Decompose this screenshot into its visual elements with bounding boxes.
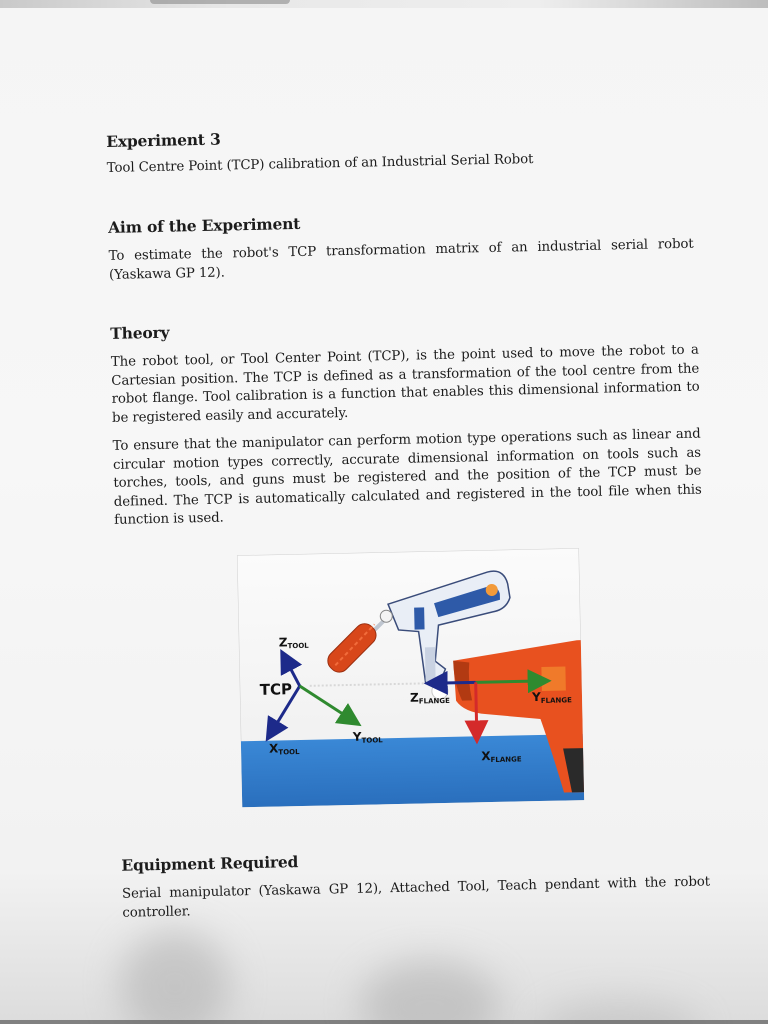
z-flange-label: ZFLANGE	[409, 690, 450, 706]
tcp-figure	[237, 548, 584, 807]
equipment-text: Serial manipulator (Yaskawa GP 12), Attached Tool, Teach pendant with the robot controller.	[121, 874, 711, 921]
experiment-heading: Experiment 3	[106, 129, 221, 151]
hand-shadow	[360, 960, 500, 1024]
experiment-title: Tool Centre Point (TCP) calibration of an Industrial Serial Robot	[106, 152, 534, 176]
document-page	[104, 115, 711, 921]
aim-text: To estimate the robot's TCP transformation matrix of an industrial serial robot (Yaskawa GP 12).	[108, 236, 694, 283]
tcp-illustration	[237, 548, 584, 807]
tcp-label: TCP	[259, 680, 293, 699]
page-top-edge	[0, 0, 768, 8]
theory-heading: Theory	[110, 322, 170, 343]
x-flange-label: XFLANGE	[481, 749, 522, 765]
x-tool-label: XTOOL	[268, 741, 300, 757]
page-bottom-edge	[0, 1020, 768, 1024]
theory-paragraph: To ensure that the manipulator can perform motion type operations such as linear and circular motion types correctly, accurate dimensional information on tools such as torches, tools, and guns must be registered and the position of the TCP must be defined. The TCP is automatically calculated and registered in the tool file when this function is used.	[112, 426, 702, 528]
work-table	[241, 734, 584, 807]
y-flange-label: YFLANGE	[531, 689, 572, 705]
y-tool-label: YTOOL	[352, 729, 383, 745]
equipment-heading: Equipment Required	[121, 852, 299, 875]
theory-paragraph: The robot tool, or Tool Center Point (TCP), is the point used to move the robot to a Cartesian position. The TCP is defined as a transformation of the tool centre from the robot flange. Tool calibration is a function that enables this dimensional information to be registered easily and accurately.	[110, 342, 700, 426]
z-tool-label: ZTOOL	[278, 635, 309, 651]
page-top-shadow	[150, 0, 290, 4]
z-flange-axis	[430, 682, 476, 683]
x-flange-axis	[476, 682, 477, 738]
hand-shadow	[120, 930, 230, 1024]
y-flange-axis	[476, 681, 546, 682]
aim-heading: Aim of the Experiment	[107, 213, 301, 237]
